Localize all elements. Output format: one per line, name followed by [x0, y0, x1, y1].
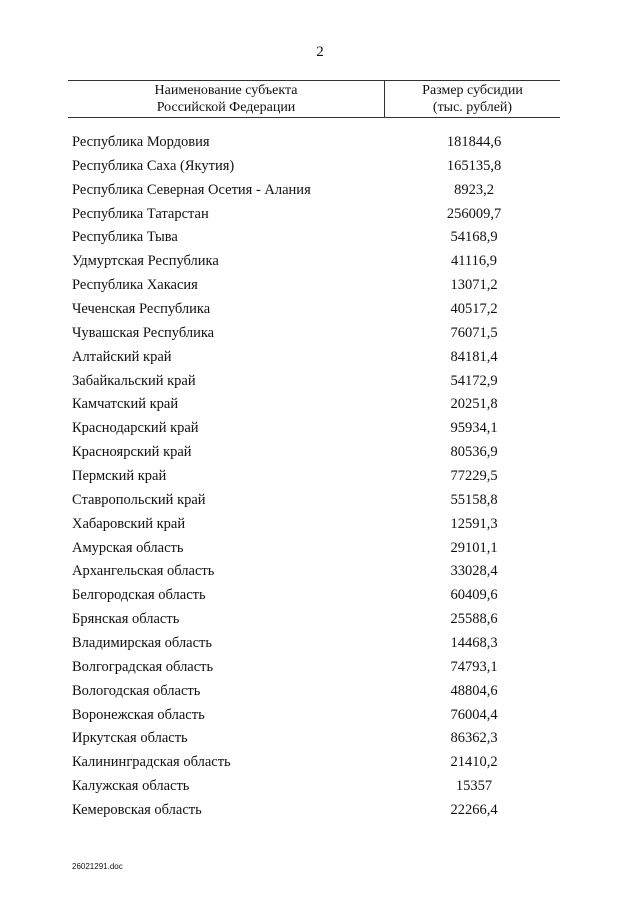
table-row	[72, 656, 560, 680]
table-row	[72, 608, 560, 632]
table-row	[72, 584, 560, 608]
subsidy-amount: 86362,3	[450, 730, 498, 747]
subject-name: Чувашская Республика	[72, 324, 215, 341]
subject-name: Белгородская область	[72, 587, 206, 604]
table-row	[72, 727, 560, 751]
subject-name: Республика Мордовия	[72, 134, 210, 150]
table-row	[72, 131, 560, 155]
subsidy-amount: 60409,6	[450, 587, 498, 604]
subsidy-amount: 8923,2	[454, 181, 494, 198]
table-row	[72, 346, 560, 370]
table-row	[72, 560, 560, 584]
table-row	[72, 775, 560, 799]
subject-name: Республика Саха (Якутия)	[72, 157, 235, 174]
subject-name: Иркутская область	[72, 730, 188, 747]
subsidy-amount: 12591,3	[450, 515, 498, 532]
subject-name: Республика Хакасия	[72, 277, 198, 294]
subject-name: Владимирская область	[72, 635, 212, 652]
subject-name: Республика Тыва	[72, 229, 178, 246]
subject-name: Камчатский край	[72, 396, 179, 413]
header-subsidy-column	[385, 82, 560, 116]
table-row	[72, 632, 560, 656]
table-row	[72, 322, 560, 346]
subject-name: Амурская область	[72, 539, 184, 556]
subsidy-amount: 181844,6	[446, 134, 502, 150]
table-row	[72, 704, 560, 728]
subsidy-amount: 76004,4	[450, 706, 498, 723]
subject-name: Пермский край	[72, 468, 167, 485]
subject-name: Вологодская область	[72, 682, 201, 699]
table-row	[72, 155, 560, 179]
table-row	[72, 489, 560, 513]
subject-name: Воронежская область	[72, 706, 205, 723]
subject-name: Краснодарский край	[72, 420, 199, 437]
subsidy-amount: 29101,1	[450, 539, 498, 556]
subsidy-amount: 33028,4	[450, 563, 498, 580]
subject-name: Кемеровская область	[72, 802, 202, 819]
table-row	[72, 370, 560, 394]
table-row	[72, 226, 560, 250]
subsidy-amount: 95934,1	[450, 420, 498, 437]
subject-name: Архангельская область	[72, 563, 215, 580]
table-row	[72, 250, 560, 274]
subsidy-amount: 14468,3	[450, 635, 498, 652]
subsidy-amount: 76071,5	[450, 324, 498, 341]
subject-name: Калужская область	[72, 778, 190, 795]
header-subsidy-line2: (тыс. рублей)	[432, 100, 513, 115]
table-body	[72, 131, 560, 823]
subsidy-amount: 20251,8	[450, 396, 498, 413]
table-row	[72, 751, 560, 775]
subsidy-amount: 256009,7	[446, 205, 502, 222]
table-row	[72, 441, 560, 465]
subject-name: Алтайский край	[72, 348, 172, 365]
table-row	[72, 298, 560, 322]
table-row	[72, 513, 560, 537]
header-subject-line2: Российской Федерации	[156, 100, 296, 115]
document-code: 26021291.doc	[72, 862, 123, 871]
subsidy-amount: 165135,8	[446, 157, 502, 174]
table-row	[72, 417, 560, 441]
subsidy-amount: 54168,9	[450, 229, 498, 246]
subsidy-amount: 77229,5	[450, 468, 498, 485]
subsidy-amount: 15357	[455, 778, 493, 795]
subsidy-amount: 41116,9	[450, 253, 498, 270]
subsidy-amount: 84181,4	[450, 348, 498, 365]
subsidy-amount: 21410,2	[450, 754, 498, 771]
subject-name: Ставропольский край	[72, 491, 206, 508]
subject-name: Удмуртская Республика	[72, 253, 219, 270]
table-row	[72, 799, 560, 823]
header-subject-column	[68, 82, 384, 116]
subsidy-amount: 22266,4	[450, 802, 498, 819]
subsidy-amount: 80536,9	[450, 444, 498, 461]
subsidy-amount: 74793,1	[450, 658, 498, 675]
subject-name: Волгоградская область	[72, 658, 214, 675]
subsidy-amount: 13071,2	[450, 277, 498, 294]
table-header	[68, 80, 560, 118]
subject-name: Хабаровский край	[72, 515, 186, 532]
header-subject-line1: Наименование субъекта	[154, 83, 298, 98]
page-number: 2	[316, 44, 324, 60]
table-row	[72, 203, 560, 227]
subject-name: Республика Северная Осетия - Алания	[72, 181, 311, 198]
table-row	[72, 680, 560, 704]
subject-name: Республика Татарстан	[72, 205, 209, 222]
subject-name: Забайкальский край	[72, 372, 196, 389]
subject-name: Калининградская область	[72, 754, 231, 771]
table-row	[72, 393, 560, 417]
table-row	[72, 537, 560, 561]
subsidy-amount: 40517,2	[450, 301, 498, 318]
table-row	[72, 274, 560, 298]
subject-name: Чеченская Республика	[72, 301, 211, 318]
subject-name: Красноярский край	[72, 444, 192, 461]
subsidy-amount: 48804,6	[450, 682, 498, 699]
subsidy-amount: 55158,8	[450, 491, 498, 508]
subject-name: Брянская область	[72, 611, 180, 628]
header-subsidy-line1: Размер субсидии	[422, 83, 523, 98]
subsidy-amount: 54172,9	[450, 372, 498, 389]
table-row	[72, 179, 560, 203]
subsidy-amount: 25588,6	[450, 611, 498, 628]
table-row	[72, 465, 560, 489]
